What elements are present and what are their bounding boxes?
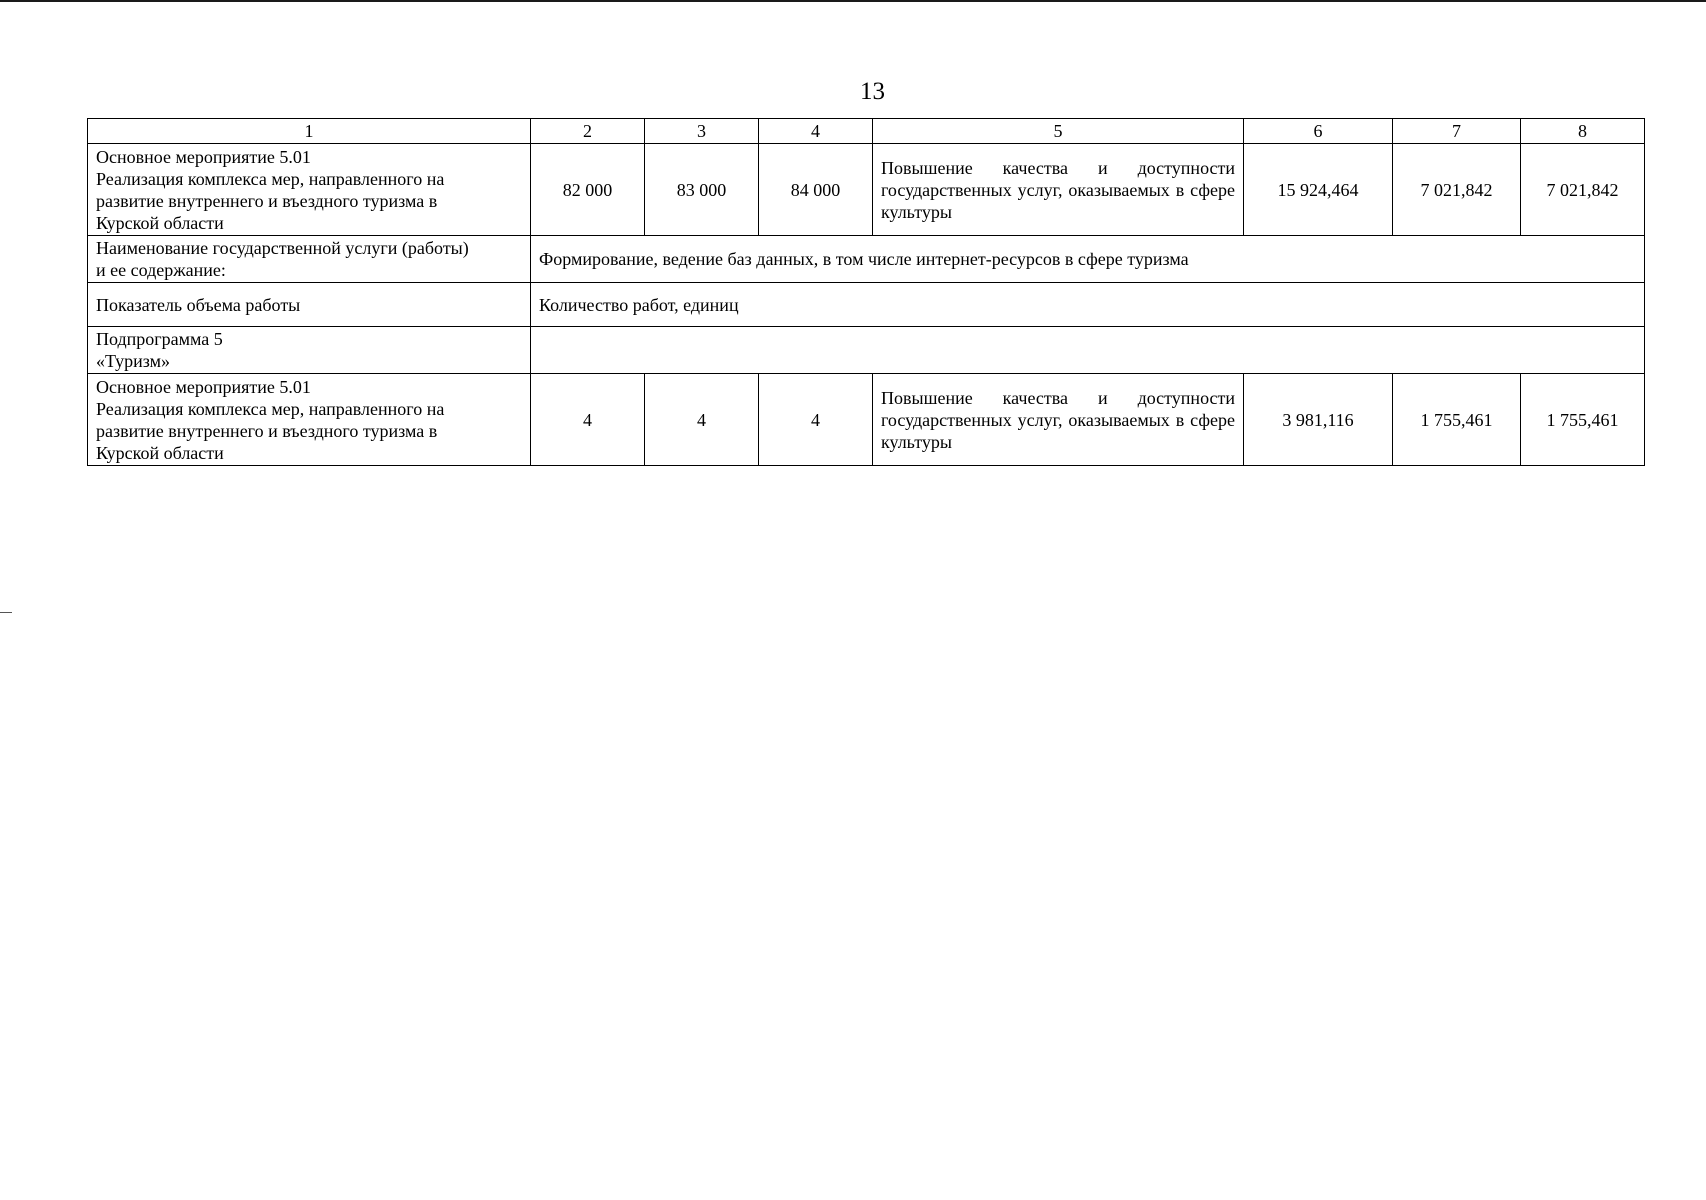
value-cell: 3 981,116	[1244, 374, 1393, 466]
table-row	[88, 283, 1645, 327]
value-cell: 1 755,461	[1521, 374, 1645, 466]
column-number: 5	[873, 119, 1244, 144]
column-number-row	[88, 119, 1645, 144]
page-top-border	[0, 0, 1706, 2]
volume-indicator-value: Количество работ, единиц	[531, 283, 1645, 327]
margin-mark	[0, 612, 12, 613]
label-line: Основное мероприятие 5.01	[96, 146, 311, 167]
value-cell: 4	[645, 374, 759, 466]
column-number: 7	[1393, 119, 1521, 144]
column-number: 1	[88, 119, 531, 144]
value-cell: 1 755,461	[1393, 374, 1521, 466]
service-name-label	[88, 236, 531, 283]
page-number: 13	[860, 78, 885, 105]
value-cell: 84 000	[759, 144, 873, 236]
value-cell: 82 000	[531, 144, 645, 236]
column-number: 2	[531, 119, 645, 144]
column-number: 8	[1521, 119, 1645, 144]
label-line: Курской области	[96, 442, 224, 463]
column-number: 6	[1244, 119, 1393, 144]
value-cell: 4	[759, 374, 873, 466]
result-description: Повышение качества и доступности государственных услуг, оказываемых в сфере культуры	[873, 144, 1244, 236]
label-line: «Туризм»	[96, 351, 170, 371]
label-line: Наименование государственной услуги (работы)	[96, 238, 469, 258]
volume-indicator-label: Показатель объема работы	[88, 283, 531, 327]
label-line: Реализация комплекса мер, направленного на	[96, 168, 445, 189]
empty-cell	[531, 327, 1645, 374]
label-line: Основное мероприятие 5.01	[96, 376, 311, 397]
column-number: 4	[759, 119, 873, 144]
table-row	[88, 144, 1645, 236]
value-cell: 15 924,464	[1244, 144, 1393, 236]
result-description: Повышение качества и доступности государственных услуг, оказываемых в сфере культуры	[873, 374, 1244, 466]
activity-label	[88, 374, 531, 466]
label-line: развитие внутреннего и въездного туризма в	[96, 420, 438, 441]
table-row	[88, 236, 1645, 283]
activity-label	[88, 144, 531, 236]
value-cell: 4	[531, 374, 645, 466]
service-name-value: Формирование, ведение баз данных, в том числе интернет-ресурсов в сфере туризма	[531, 236, 1645, 283]
table-row	[88, 327, 1645, 374]
data-table	[87, 118, 1645, 466]
label-line: Курской области	[96, 212, 224, 233]
subprogram-label	[88, 327, 531, 374]
label-line: и ее содержание:	[96, 260, 226, 280]
table-row	[88, 374, 1645, 466]
label-line: Подпрограмма 5	[96, 329, 223, 349]
value-cell: 7 021,842	[1521, 144, 1645, 236]
column-number: 3	[645, 119, 759, 144]
label-line: Реализация комплекса мер, направленного на	[96, 398, 445, 419]
value-cell: 83 000	[645, 144, 759, 236]
value-cell: 7 021,842	[1393, 144, 1521, 236]
label-line: развитие внутреннего и въездного туризма в	[96, 190, 438, 211]
